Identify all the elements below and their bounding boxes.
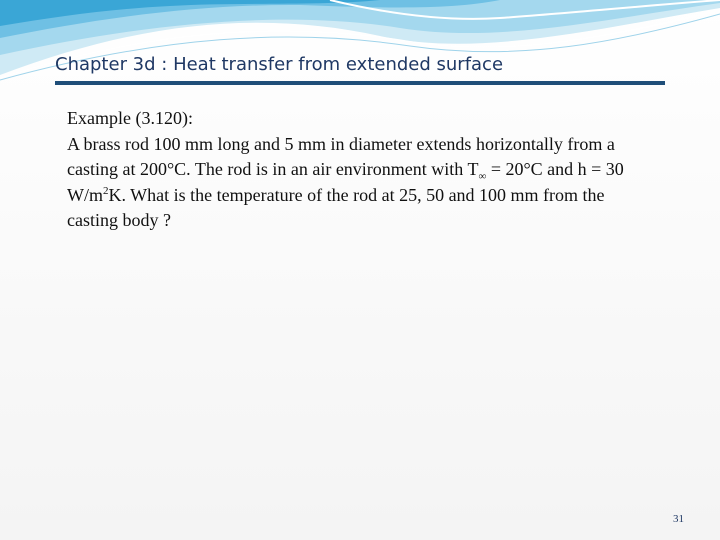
slide-title: Chapter 3d : Heat transfer from extended surface: [55, 54, 504, 75]
page-number: 31: [673, 513, 684, 525]
problem-text-part2: = 20°C and h = 30 W/m: [67, 159, 624, 205]
title-underline: [55, 81, 665, 85]
slide-body: [67, 106, 627, 234]
header-wave-decoration: [0, 0, 720, 90]
squared-superscript: 2: [103, 184, 109, 197]
infinity-subscript: ∞: [478, 170, 487, 183]
problem-statement: [67, 132, 627, 234]
problem-text-part1: A brass rod 100 mm long and 5 mm in diameter extends horizontally from a casting at 200°C. The rod is in an air environment with T: [67, 133, 615, 179]
example-label: Example (3.120):: [67, 108, 193, 128]
problem-text-part3: K. What is the temperature of the rod at 25, 50 and 100 mm from the casting body ?: [67, 184, 605, 230]
